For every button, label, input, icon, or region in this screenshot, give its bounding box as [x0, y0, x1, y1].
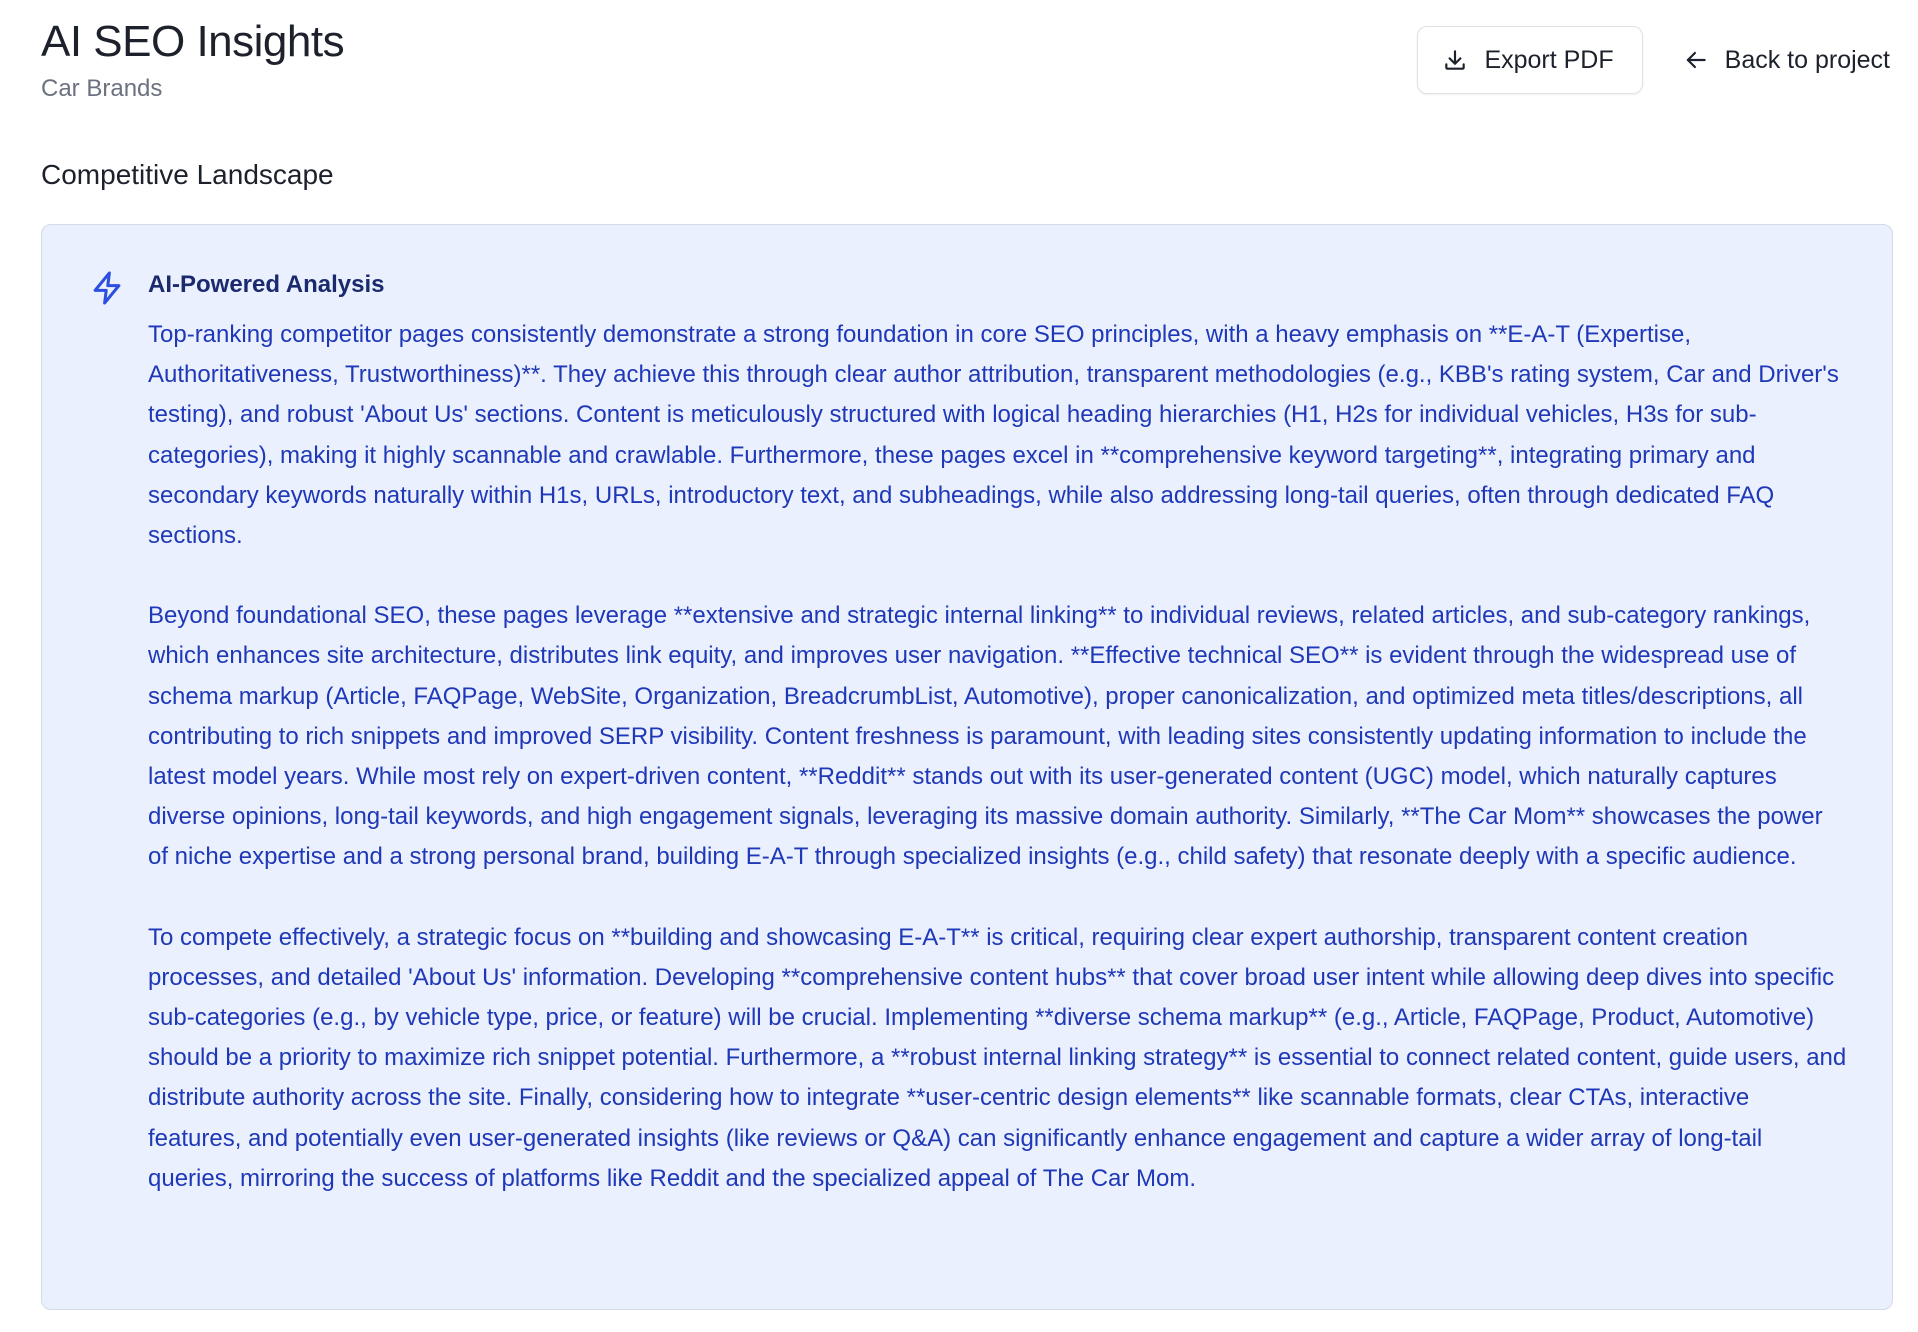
back-to-project-label: Back to project	[1724, 45, 1890, 74]
arrow-left-icon	[1683, 47, 1709, 73]
analysis-paragraph-1: Top-ranking competitor pages consistently demonstrate a strong foundation in core SEO principles, with a heavy emphasis on **E-A-T (Expertise, Authoritativeness, Trustworthiness)**. They achieve this through clear author attribution, transparent methodologies (e.g., KBB's rating system, Car and Driver's testing), and robust 'About Us' sections. Content is meticulously structured with logical heading hierarchies (H1, H2s for individual vehicles, H3s for sub-categories), making it highly scannable and crawlable. Furthermore, these pages excel in **comprehensive keyword targeting**, integrating primary and secondary keywords naturally within H1s, URLs, introductory text, and subheadings, while also addressing long-tail queries, often through dedicated FAQ sections.	[148, 321, 1839, 550]
page-subtitle: Car Brands	[41, 75, 163, 102]
lightning-bolt-icon	[88, 269, 126, 307]
header-actions	[1417, 26, 1890, 94]
page-header	[41, 14, 1890, 114]
analysis-body	[148, 269, 1848, 1239]
section-title: Competitive Landscape	[41, 159, 334, 190]
analysis-paragraph-3: To compete effectively, a strategic focus on **building and showcasing E-A-T** is critical, requiring clear expert authorship, transparent content creation processes, and detailed 'About Us' information. Developing **comprehensive content hubs** that cover broad user intent while allowing deep dives into specific sub-categories (e.g., by vehicle type, price, or feature) will be crucial. Implementing **diverse schema markup** (e.g., Article, FAQPage, Product, Automotive) should be a priority to maximize rich snippet potential. Furthermore, a **robust internal linking strategy** is essential to connect related content, guide users, and distribute authority across the site. Finally, considering how to integrate **user-centric design elements** like scannable formats, clear CTAs, interactive features, and potentially even user-generated insights (like reviews or Q&A) can significantly enhance engagement and capture a wider array of long-tail queries, mirroring the success of platforms like Reddit and the specialized appeal of The Car Mom.	[148, 923, 1847, 1192]
download-icon	[1442, 47, 1468, 73]
ai-analysis-card	[41, 224, 1893, 1310]
export-pdf-button[interactable]	[1417, 26, 1642, 94]
analysis-paragraph-2: Beyond foundational SEO, these pages leverage **extensive and strategic internal linking** to individual reviews, related articles, and sub-category rankings, which enhances site architecture, distributes link equity, and improves user navigation. **Effective technical SEO** is evident through the widespread use of schema markup (Article, FAQPage, WebSite, Organization, BreadcrumbList, Automotive), proper canonicalization, and optimized meta titles/descriptions, all contributing to rich snippets and improved SERP visibility. Content freshness is paramount, with leading sites consistently updating information to include the latest model years. While most rely on expert-driven content, **Reddit** stands out with its user-generated content (UGC) model, which naturally captures diverse opinions, long-tail keywords, and high engagement signals, leveraging its massive domain authority. Similarly, **The Car Mom** showcases the power of niche expertise and a strong personal brand, building E-A-T through specialized insights (e.g., child safety) that resonate deeply with a specific audience.	[148, 602, 1823, 871]
export-pdf-label: Export PDF	[1484, 45, 1614, 74]
page-title: AI SEO Insights	[41, 17, 345, 66]
analysis-heading: AI-Powered Analysis	[148, 271, 385, 298]
back-to-project-button[interactable]	[1649, 26, 1890, 94]
